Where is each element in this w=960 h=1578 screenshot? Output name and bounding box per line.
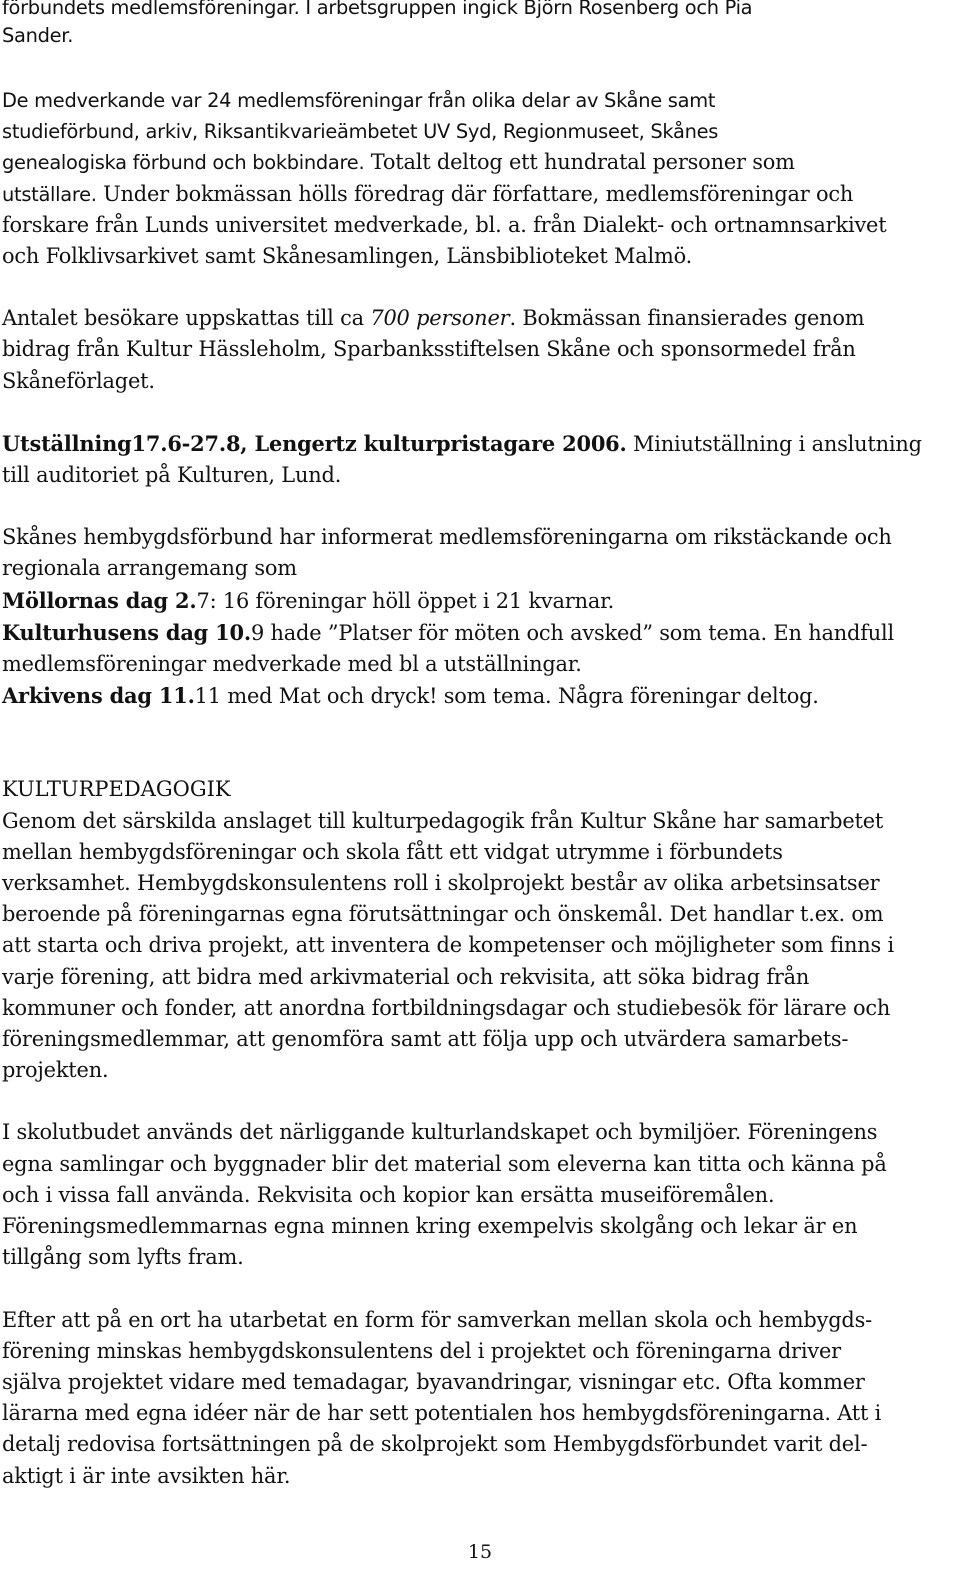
paragraph-school-offer (2, 1117, 958, 1273)
text-line: mellan hembygdsföreningar och skola fått ett vidgat utrymme i förbundets (2, 839, 783, 864)
text-line: Sander. (2, 24, 74, 47)
text-line (2, 179, 954, 210)
text-line: Genom det särskilda anslaget till kulturpedagogik från Kultur Skåne har samarbetet (2, 808, 884, 833)
text-line: verksamhet. Hembygdskonsulentens roll i skolprojekt består av olika arbetsinsatser (2, 871, 880, 896)
text-line: föreningsmedlemmar, att genomföra samt att följa upp och utvärdera samarbets- (2, 1027, 849, 1052)
text-run: Antalet besökare uppskattas till ca (2, 306, 371, 331)
text-line: kommuner och fonder, att anordna fortbildningsdagar och studiebesök för lärare och (2, 995, 891, 1020)
text-line (2, 617, 954, 649)
text-run: utställare. (2, 182, 97, 206)
text-run: 7: 16 föreningar höll öppet i 21 kvarnar. (196, 588, 615, 613)
spacer (2, 397, 958, 428)
text-line: medlemsföreningar medverkade med bl a utställningar. (2, 652, 582, 677)
text-run: 9 hade ”Platser för möten och avsked” som tema. En handfull (250, 620, 895, 645)
text-line: Skånes hembygdsförbund har informerat medlemsföreningarna om rikstäckande och (2, 525, 892, 550)
text-line: I skolutbudet används det närliggande kulturlandskapet och bymiljöer. Föreningens (2, 1120, 878, 1145)
paragraph-collaboration (2, 1305, 958, 1492)
text-run-bold: Arkivens dag 11. (2, 683, 195, 709)
text-line: De medverkande var 24 medlemsföreningar från olika delar av Skåne samt (2, 89, 716, 112)
spacer (2, 491, 958, 522)
section-heading: KULTURPEDAGOGIK (2, 777, 231, 802)
text-line: själva projektet vidare med temadagar, byavandringar, visningar etc. Ofta kommer (2, 1369, 865, 1394)
text-line: och Folklivsarkivet samt Skånesamlingen, Länsbiblioteket Malmö. (2, 244, 693, 269)
text-line: Efter att på en ort ha utarbetat en form för samverkan mellan skola och hembygds- (2, 1307, 873, 1332)
text-run-bold: Möllornas dag 2. (2, 587, 197, 613)
spacer (2, 1274, 958, 1305)
text-line: egna samlingar och byggnader blir det material som eleverna kan titta och känna på (2, 1151, 887, 1176)
text-run: 11 med Mat och dryck! som tema. Några föreningar deltog. (194, 684, 819, 709)
text-line: lärarna med egna idéer när de har sett potentialen hos hembygdsföreningarna. Att i (2, 1401, 882, 1426)
document-page (2, 0, 958, 1492)
page-number: 15 (467, 1541, 493, 1563)
text-line (2, 680, 954, 712)
text-run-bold: Utställning17.6-27.8, Lengertz kulturpristagare 2006. (2, 430, 627, 456)
text-run-italic: 700 personer (370, 306, 510, 331)
text-run: genealogiska förbund och bokbindare. (2, 151, 365, 175)
text-line: att starta och driva projekt, att inventera de kompetenser och möjligheter som finns i (2, 933, 895, 958)
spacer (2, 712, 958, 774)
text-line: detalj redovisa fortsättningen på de skolprojekt som Hembygdsförbundet varit del- (2, 1432, 868, 1457)
text-line: projekten. (2, 1058, 109, 1083)
text-line: aktigt i är inte avsikten här. (2, 1463, 291, 1488)
paragraph-participants (2, 85, 958, 272)
text-line: bidrag från Kultur Hässleholm, Sparbanksstiftelsen Skåne och sponsormedel från (2, 337, 856, 362)
text-line: tillgång som lyfts fram. (2, 1245, 244, 1270)
text-line: varje förening, att bidra med arkivmaterial och rekvisita, att söka bidrag från (2, 964, 810, 989)
text-line: till auditoriet på Kulturen, Lund. (2, 463, 342, 488)
spacer (2, 1086, 958, 1117)
text-line (2, 147, 954, 178)
paragraph-events (2, 522, 958, 712)
paragraph-exhibition (2, 428, 958, 491)
text-line: förbundets medlemsföreningar. I arbetsgruppen ingick Björn Rosenberg och Pia (2, 0, 753, 19)
text-run: Miniutställning i anslutning (626, 431, 922, 456)
text-line (2, 303, 954, 334)
text-line (2, 428, 954, 460)
text-line: Föreningsmedlemmarnas egna minnen kring exempelvis skolgång och lekar är en (2, 1214, 858, 1239)
paragraph-visitors (2, 303, 958, 397)
text-run-bold: Kulturhusens dag 10. (2, 619, 251, 645)
text-line: studieförbund, arkiv, Riksantikvarieämbetet UV Syd, Regionmuseet, Skånes (2, 120, 719, 144)
text-line (2, 585, 954, 617)
text-line: forskare från Lunds universitet medverkade, bl. a. från Dialekt- och ortnamnsarkivet (2, 212, 887, 237)
paragraph-working-group (2, 0, 958, 52)
spacer (2, 272, 958, 303)
text-line: förening minskas hembygdskonsulentens del i projektet och föreningarna driver (2, 1338, 841, 1363)
paragraph-kulturpedagogik-intro (2, 806, 958, 1087)
text-line: Skåneförlaget. (2, 368, 155, 393)
text-line: regionala arrangemang som (2, 556, 297, 581)
text-run: . Bokmässan finansierades genom (509, 306, 865, 331)
text-line: och i vissa fall använda. Rekvisita och kopior kan ersätta museiföremålen. (2, 1182, 775, 1207)
text-run: Under bokmässan hölls föredrag där författare, medlemsföreningar och (96, 181, 854, 206)
text-line: beroende på föreningarnas egna förutsättningar och önskemål. Det handlar t.ex. om (2, 902, 884, 927)
text-run: Totalt deltog ett hundratal personer som (364, 150, 795, 175)
